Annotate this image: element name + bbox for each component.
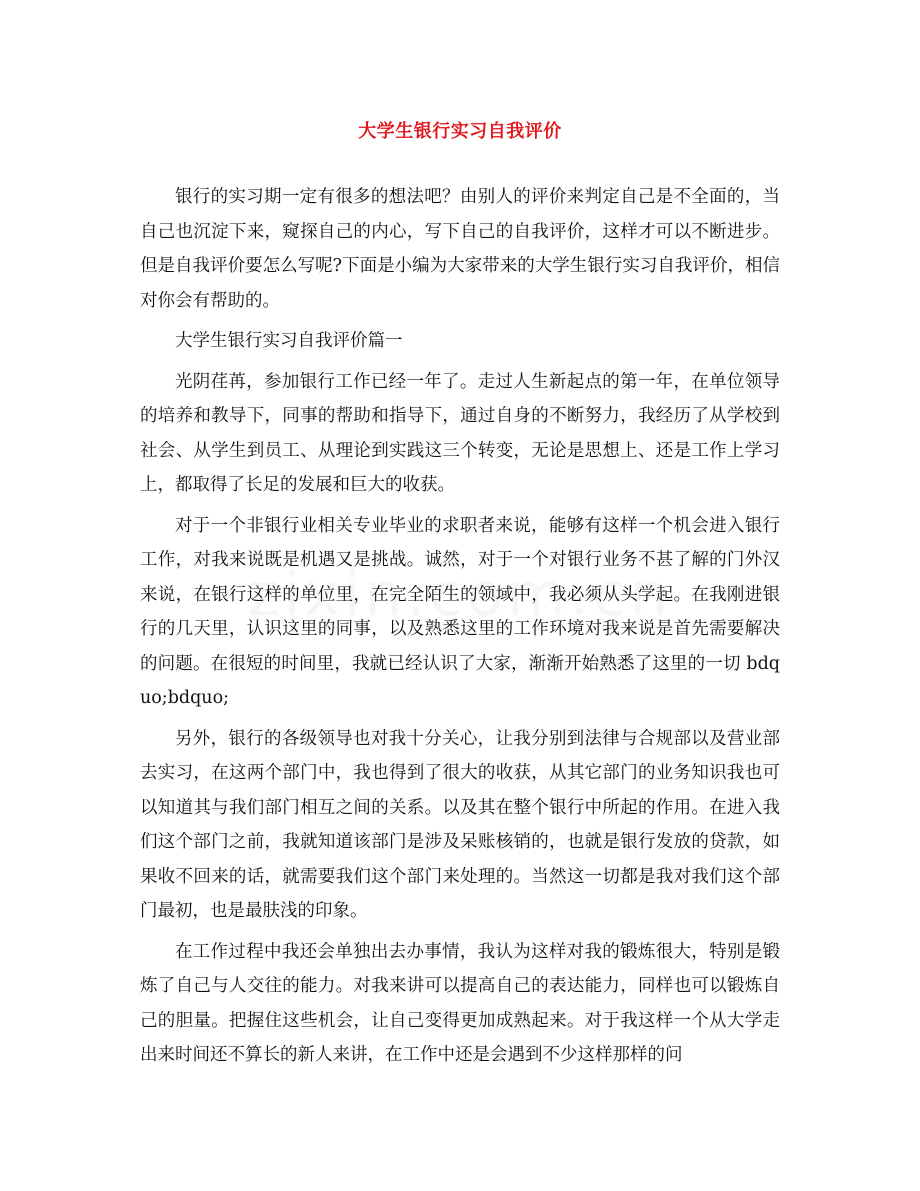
document-title: 大学生银行实习自我评价 <box>358 121 562 142</box>
section-heading: 大学生银行实习自我评价篇一 <box>175 331 403 351</box>
document-body <box>140 180 780 1079</box>
paragraph: 光阴荏苒，参加银行工作已经一年了。走过人生新起点的第一年，在单位领导的培养和教导下，同事的帮助和指导下，通过自身的不断努力，我经历了从学校到社会、从学生到员工、从理论到实践这三个转变，无论是思想上、还是工作上学习上，都取得了长足的发展和巨大的收获。 <box>140 371 780 495</box>
paragraph: 在工作过程中我还会单独出去办事情，我认为这样对我的锻炼很大，特别是锻炼了自己与人交往的能力。对我来讲可以提高自己的表达能力，同样也可以锻炼自己的胆量。把握住这些机会，让自己变得更加成熟起来。对于我这样一个从大学走出来时间还不算长的新人来讲，在工作中还是会遇到不少这样那样的问 <box>140 941 780 1065</box>
paragraph: 对于一个非银行业相关专业毕业的求职者来说，能够有这样一个机会进入银行工作，对我来说既是机遇又是挑战。诚然，对于一个对银行业务不甚了解的门外汉来说，在银行这样的单位里，在完全陌生的领域中，我必须从头学起。在我刚进银行的几天里，认识这里的同事，以及熟悉这里的工作环境对我来说是首先需要解决的问题。在很短的时间里，我就已经认识了大家，渐渐开始熟悉了这里的一切 bdquo;bdquo; <box>140 515 780 708</box>
paragraph: 另外，银行的各级领导也对我十分关心，让我分别到法律与合规部以及营业部去实习，在这两个部门中，我也得到了很大的收获，从其它部门的业务知识我也可以知道其与我们部门相互之间的关系。以及其在整个银行中所起的作用。在进入我们这个部门之前，我就知道该部门是涉及呆账核销的，也就是银行发放的贷款，如果收不回来的话，就需要我们这个部门来处理的。当然这一切都是我对我们这个部门最初，也是最肤浅的印象。 <box>140 728 780 921</box>
paragraph-intro: 银行的实习期一定有很多的想法吧？由别人的评价来判定自己是不全面的，当自己也沉淀下来，窥探自己的内心，写下自己的自我评价，这样才可以不断进步。但是自我评价要怎么写呢?下面是小编为大家带来的大学生银行实习自我评价，相信对你会有帮助的。 <box>140 187 780 311</box>
